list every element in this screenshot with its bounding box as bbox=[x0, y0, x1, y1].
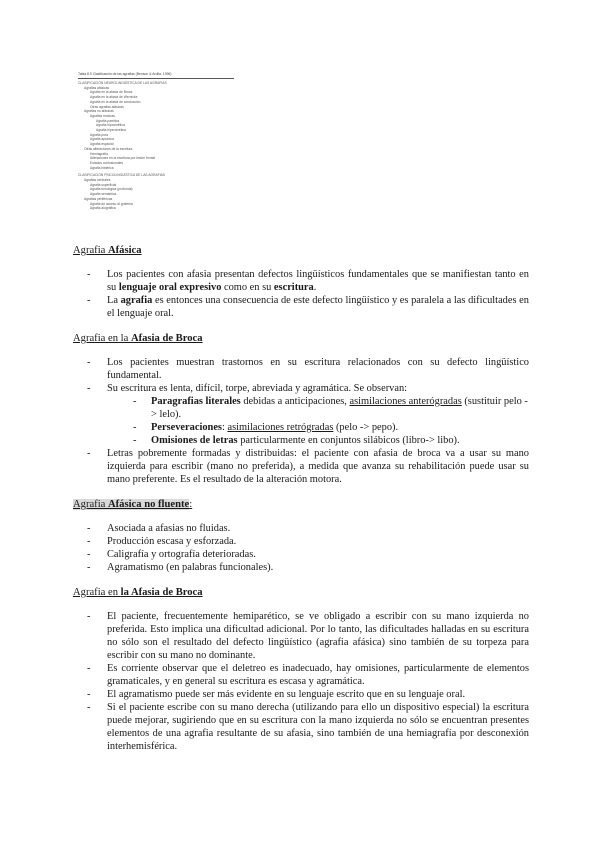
table-line: Agrafia hipocinética bbox=[96, 123, 125, 128]
text-segment: . bbox=[313, 282, 317, 293]
heading-suffix: : bbox=[189, 499, 193, 510]
table-line: Agrafia semántica bbox=[90, 192, 117, 197]
section-heading-text bbox=[73, 333, 203, 344]
text-segment: Producción escasa y esforzada. bbox=[107, 536, 237, 547]
document-content bbox=[73, 244, 529, 765]
table-line: Agrafia en la afasia de Wernicke bbox=[90, 95, 138, 100]
list-item bbox=[87, 561, 529, 574]
table-line: Agrafia alográfica bbox=[90, 206, 116, 211]
text-segment: La bbox=[107, 295, 121, 306]
list-item bbox=[87, 268, 529, 294]
sub-list-item bbox=[133, 421, 529, 434]
section-heading-text bbox=[73, 499, 189, 510]
list-item bbox=[87, 662, 529, 688]
bullet-list bbox=[73, 610, 529, 753]
section-heading-text bbox=[73, 245, 142, 256]
text-segment: agrafia bbox=[120, 295, 153, 306]
table-line: Alteraciones en la escritura por lesión frontal bbox=[90, 156, 156, 161]
text-segment: : bbox=[221, 422, 228, 433]
table-line: Agrafias periféricas bbox=[84, 196, 113, 201]
table-line: Agrafia de acceso al grafema bbox=[90, 201, 133, 206]
table-line: Agrafia apráxica bbox=[90, 137, 114, 142]
list-item bbox=[87, 294, 529, 320]
section-heading-text bbox=[73, 587, 203, 598]
text-segment: Perseveraciones bbox=[151, 422, 222, 433]
list-item bbox=[87, 701, 529, 753]
list-item bbox=[87, 356, 529, 382]
table-line: Agrafia en la afasia de Broca bbox=[90, 90, 133, 95]
bullet-list bbox=[73, 268, 529, 320]
bullet-list bbox=[73, 522, 529, 574]
section-heading bbox=[73, 244, 529, 257]
heading-prefix: Agrafia bbox=[73, 245, 108, 256]
list-item bbox=[87, 535, 529, 548]
table-line: Agrafia en la afasia de conducción bbox=[90, 99, 141, 104]
text-segment: asimilaciones anterógradas bbox=[349, 396, 462, 407]
table-line: Agrafia fonológica (profunda) bbox=[90, 187, 133, 192]
list-item bbox=[87, 610, 529, 662]
heading-bold: Afásica bbox=[108, 245, 142, 256]
table-line: Agrafia histérica bbox=[90, 165, 114, 170]
text-segment: como en su bbox=[221, 282, 274, 293]
list-item bbox=[87, 548, 529, 561]
table-line: Agrafias centrales bbox=[84, 178, 111, 183]
table-line: Agrafia espacial bbox=[90, 142, 114, 147]
sub-list-item bbox=[133, 434, 529, 447]
table-line: Otras alteraciones de la escritura bbox=[84, 146, 133, 151]
table-line: Agrafias no afásicas bbox=[84, 109, 114, 114]
text-segment: debidas a anticipaciones, bbox=[240, 396, 350, 407]
text-segment: Si el paciente escribe con su mano derecha (utilizando para ello un dispositivo especial) la escritura puede mejorar, sugiriendo que en su escritura con la mano izquierda no sólo se encuentran presentes elementos de una agrafia resultante de su afasia, sino también de una hemiagrafía por desconexión interhemisférica. bbox=[107, 702, 529, 752]
text-segment: Es corriente observar que el deletreo es inadecuado, hay omisiones, particularmente de elementos gramaticales, y en general su escritura es escasa y agramática. bbox=[107, 663, 529, 687]
text-segment: Agramatismo (en palabras funcionales). bbox=[107, 562, 274, 573]
list-item bbox=[87, 522, 529, 535]
section-heading bbox=[73, 332, 529, 345]
text-segment: Su escritura es lenta, difícil, torpe, abreviada y agramática. Se observan: bbox=[107, 383, 408, 394]
list-item bbox=[87, 382, 529, 447]
classification-table-figure bbox=[78, 72, 238, 211]
heading-prefix: Agrafia bbox=[73, 499, 108, 510]
text-segment: lenguaje oral expresivo bbox=[118, 282, 222, 293]
text-segment: Letras pobremente formadas y distribuidas: el paciente con afasia de broca va a usar su mano izquierda para escribir (mano no preferida), a medida que avanza su rehabilitación puede usar su mano preferente. Es el resultado de la alteración motora. bbox=[107, 448, 529, 485]
text-segment: Caligrafía y ortografía deterioradas. bbox=[107, 549, 256, 560]
text-segment: (sustituir pelo -> lelo). bbox=[151, 396, 528, 420]
sub-list bbox=[107, 395, 529, 447]
heading-bold: Afasia de Broca bbox=[130, 333, 203, 344]
section-heading bbox=[73, 498, 529, 511]
table-line: Otras agrafias afásicas bbox=[90, 104, 124, 109]
table-line: Agrafia hipercinética bbox=[96, 128, 126, 133]
section-heading bbox=[73, 586, 529, 599]
text-segment: Omisiones de letras bbox=[151, 435, 238, 446]
heading-prefix: Agrafia en la bbox=[73, 333, 131, 344]
table-line: Estados confusionales bbox=[90, 160, 123, 165]
bullet-list bbox=[73, 356, 529, 486]
text-segment: Los pacientes con afasia presentan defectos lingüísticos fundamentales que se manifiestan tanto en su bbox=[107, 269, 529, 293]
table-line: Agrafia parética bbox=[96, 118, 120, 123]
table-line: Hemiagrafía bbox=[90, 151, 108, 156]
text-segment: Asociada a afasias no fluidas. bbox=[107, 523, 231, 534]
table-line: Agrafias motoras bbox=[90, 113, 115, 118]
list-item bbox=[87, 447, 529, 486]
list-item bbox=[87, 688, 529, 701]
text-segment: El agramatismo puede ser más evidente en su lenguaje escrito que en su lenguaje oral. bbox=[107, 689, 466, 700]
heading-bold: Afásica no fluente bbox=[108, 499, 190, 510]
table-group-title: CLASIFICACIÓN PSICOLINGÜÍSTICA DE LAS AGRAFIAS bbox=[78, 173, 166, 178]
sub-list-item bbox=[133, 395, 529, 421]
heading-bold: la Afasia de Broca bbox=[120, 587, 203, 598]
table-line: Agrafias afásicas bbox=[84, 85, 110, 90]
text-segment: asimilaciones retrógradas bbox=[227, 422, 334, 433]
table-group-title: CLASIFICACIÓN NEUROLINGÜÍSTICA DE LAS AGRAFIAS bbox=[78, 81, 167, 85]
text-segment: (pelo -> pepo). bbox=[333, 422, 399, 433]
table-rule bbox=[78, 78, 234, 79]
table-line: Agrafia pura bbox=[90, 132, 108, 137]
text-segment: particularmente en conjuntos silábicos (libro-> libo). bbox=[237, 435, 460, 446]
text-segment: Los pacientes muestran trastornos en su escritura relacionados con su defecto lingüístico fundamental. bbox=[107, 357, 529, 381]
text-segment: escritura bbox=[273, 282, 314, 293]
table-body bbox=[78, 81, 238, 211]
text-segment: El paciente, frecuentemente hemiparético, se ve obligado a escribir con su mano izquierda no preferida. Esto implica una dificultad adicional. Por lo tanto, las dificultades halladas en su escritura no sólo son el resultado del defecto lingüístico (agrafia afásica) sino también de su torpeza para escribir con su mano no dominante. bbox=[107, 611, 529, 661]
heading-prefix: Agrafia en bbox=[73, 587, 121, 598]
table-caption: Tabla 8.9 Clasificación de las agrafias (Benson & Ardila, 1996) bbox=[78, 72, 172, 76]
table-line: Agrafia superficial bbox=[90, 182, 117, 187]
text-segment: Paragrafias literales bbox=[151, 396, 241, 407]
text-segment: es entonces una consecuencia de este defecto lingüístico y es paralela a las dificultades en el lenguaje oral. bbox=[107, 295, 529, 319]
